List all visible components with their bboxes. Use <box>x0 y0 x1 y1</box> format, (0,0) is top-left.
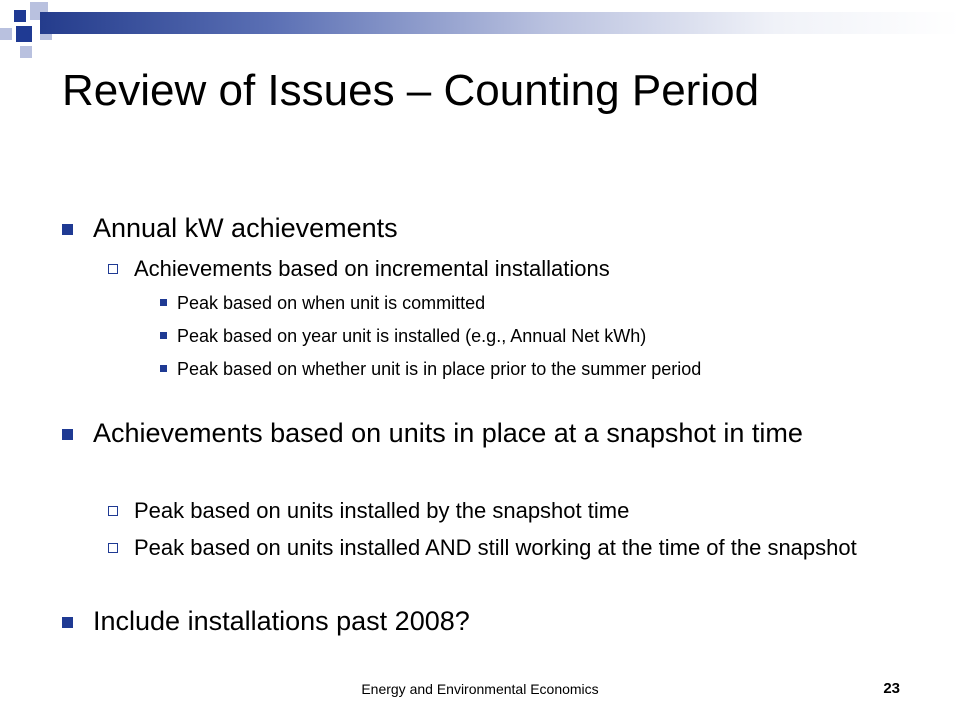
subbullet-text: Achievements based on incremental installations <box>134 256 610 281</box>
square-bullet-icon <box>62 224 73 235</box>
square-bullet-icon <box>62 429 73 440</box>
square-bullet-icon <box>62 617 73 628</box>
bullet-text: Annual kW achievements <box>93 213 398 243</box>
hollow-square-bullet-icon <box>108 543 118 553</box>
small-square-bullet-icon <box>160 365 167 372</box>
subsubbullet-text: Peak based on year unit is installed (e.g., Annual Net kWh) <box>177 326 647 346</box>
subsubbullet-text: Peak based on when unit is committed <box>177 293 486 313</box>
hollow-square-bullet-icon <box>108 264 118 274</box>
slide-title: Review of Issues – Counting Period <box>62 66 760 115</box>
page-number: 23 <box>883 680 900 697</box>
bullet-text: Include installations past 2008? <box>93 606 470 636</box>
subbullet-text: Peak based on units installed AND still working at the time of the snapshot <box>134 535 857 560</box>
subsubbullet-text: Peak based on whether unit is in place prior to the summer period <box>177 359 702 379</box>
subbullet-text: Peak based on units installed by the snapshot time <box>134 498 630 523</box>
small-square-bullet-icon <box>160 299 167 306</box>
bullet-text: Achievements based on units in place at a snapshot in time <box>93 418 803 448</box>
small-square-bullet-icon <box>160 332 167 339</box>
hollow-square-bullet-icon <box>108 506 118 516</box>
slide-footer: Energy and Environmental Economics <box>361 681 599 697</box>
